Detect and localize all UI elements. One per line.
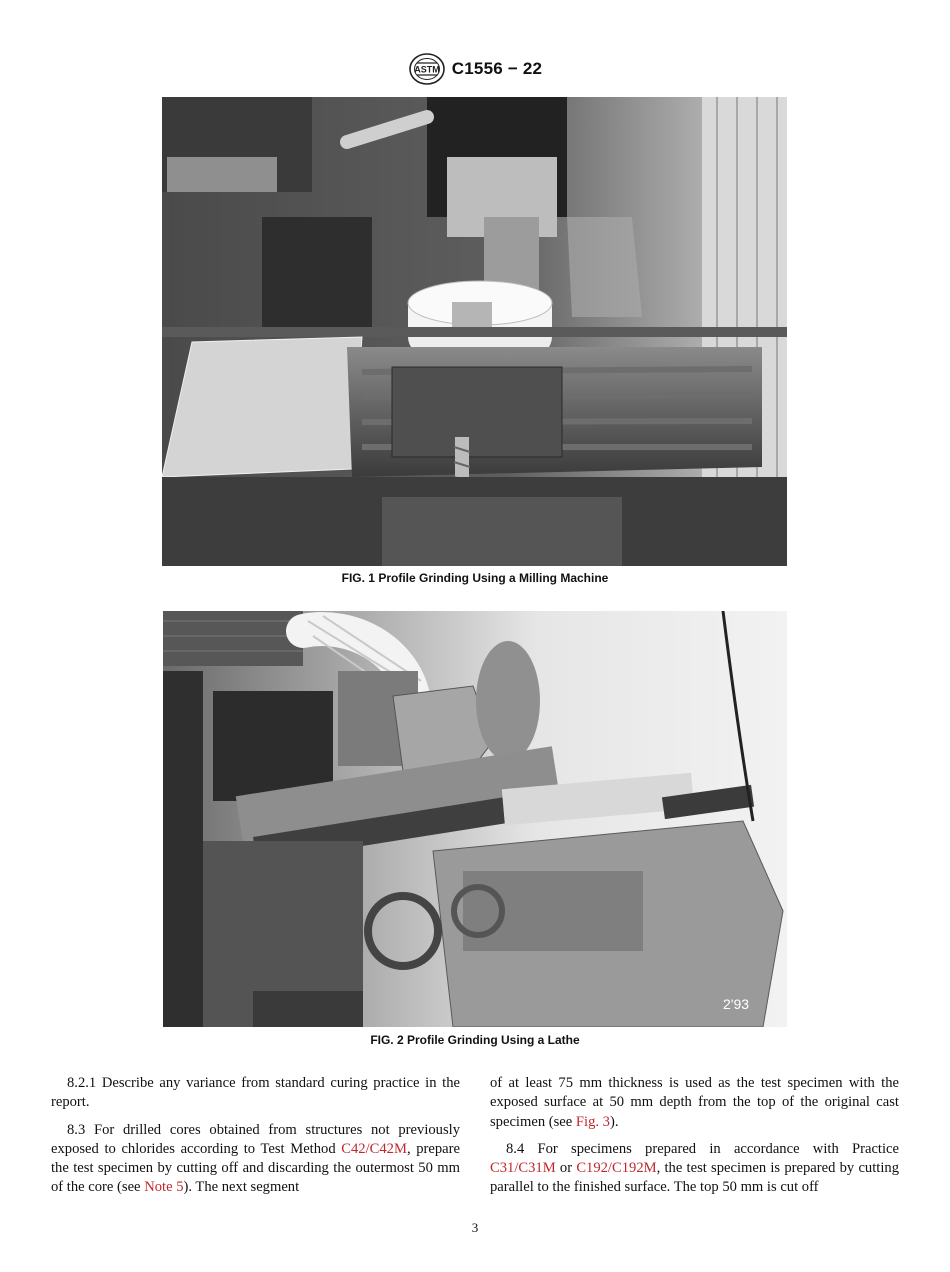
reference-link-fig-3[interactable]: Fig. 3 [575,1113,610,1130]
photo-date-stamp: 2'93 [723,996,750,1012]
svg-text:ASTM: ASTM [414,64,440,75]
page-header [0,52,950,91]
text-column-right [490,1074,899,1206]
standard-designation: C1556 − 22 [451,59,543,78]
page-number: 3 [471,1220,479,1235]
figure-1-photo [162,97,787,566]
figure-1-caption: FIG. 1 Profile Grinding Using a Milling Machine [341,571,609,585]
reference-link-note-5[interactable]: Note 5 [144,1179,184,1196]
reference-link-c42[interactable]: C42/C42M [341,1140,407,1157]
figure-2-photo [163,611,787,1027]
text-column-left [51,1074,460,1206]
paragraph-8-4: 8.4 For specimens prepared in accordance with Practice C31/C31M or C192/C192M, the test specimen is prepared by cutting parallel to the finished surface. The top 50 mm is cut off [490,1140,899,1196]
astm-logo-icon [408,52,446,86]
paragraph-8-2-1: 8.2.1 Describe any variance from standard curing practice in the report. [51,1075,460,1111]
paragraph-8-3: 8.3 For drilled cores obtained from structures not previously exposed to chlorides according to Test Method C42/C42M, prepare the test specimen by cutting off and discarding the outermost 50 mm of the core (see Note 5). The next segment [51,1121,460,1196]
figure-2-caption: FIG. 2 Profile Grinding Using a Lathe [370,1033,580,1047]
reference-link-c31[interactable]: C31/C31M [490,1160,556,1177]
reference-link-c192[interactable]: C192/C192M [576,1160,657,1177]
paragraph-8-3-continued: of at least 75 mm thickness is used as the test specimen with the exposed surface at 50 mm depth from the top of the original cast specimen (see Fig. 3). [490,1075,899,1130]
